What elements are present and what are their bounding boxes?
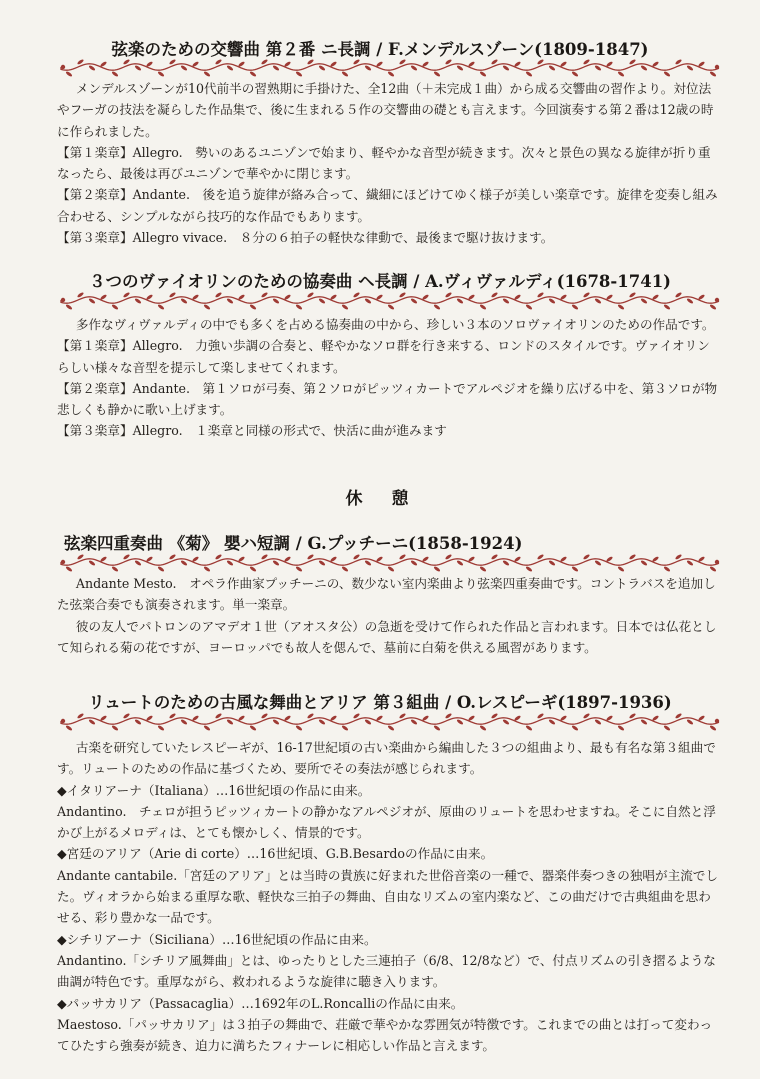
movement-heading-passacaglia: ◆パッサカリア（Passacaglia）…1692年のL.Roncalliの作品に由来。 <box>57 995 464 1011</box>
intermission-heading: 休 憩 <box>345 489 415 509</box>
movement-1-text: 【第１楽章】Allegro. 力強い歩調の合奏と、軽やかなソロ群を行き来する、ロンドのスタイルです。ヴァイオリンらしい様々な音型を提示して楽しませてくれます。 <box>57 338 710 375</box>
notes-mendelssohn <box>57 78 721 248</box>
piece-title-puccini: 弦楽四重奏曲 《菊》 嬰ハ短調 / G.プッチーニ(1858-1924) <box>64 534 523 553</box>
movement-text-arie: Andante cantabile.「宮廷のアリア」とは当時の貴族に好まれた世俗音楽の一種で、器楽伴奏つきの独唱が主流でした。ヴィオラから始まる重厚な歌、軽快な三拍子の舞曲、自由なリズムの室内楽など、この曲だけで古典組曲を思わせる、彩り豊かな一品です。 <box>57 867 718 926</box>
movement-1-text: 【第１楽章】Allegro. 勢いのあるユニゾンで始まり、軽やかな音型が続きます。次々と景色の異なる旋律が折り重なったら、最後は再びユニゾンで華やかに閉じます。 <box>57 144 711 182</box>
piece-title-respighi: リュートのための古風な舞曲とアリア 第３組曲 / O.レスピーギ(1897-1936) <box>88 693 672 712</box>
piece-title-vivaldi: ３つのヴァイオリンのための協奏曲 ヘ長調 / A.ヴィヴァルディ(1678-1741) <box>89 272 671 291</box>
intro-paragraph: 古楽を研究していたレスピーギが、16-17世紀頃の古い楽曲から編曲した３つの組曲より、最も有名な第３組曲です。リュートのための作品に基づくため、要所でその奏法が感じられます。 <box>57 740 716 777</box>
vine-divider-icon <box>55 56 725 78</box>
vine-divider-icon <box>55 551 725 573</box>
notes-puccini <box>57 573 721 658</box>
movement-2-text: 【第２楽章】Andante. 後を追う旋律が絡み合って、繊細にほどけてゆく様子が美しい楽章です。旋律を変奏し組み合わせる、シンプルながら技巧的な作品でもあります。 <box>57 187 718 224</box>
vine-divider-icon <box>55 710 725 732</box>
movement-2-text: 【第２楽章】Andante. 第１ソロが弓奏、第２ソロがピッツィカートでアルペジオを繰り広げる中を、第３ソロが物悲しくも静かに歌い上げます。 <box>57 380 718 418</box>
movement-text-siciliana: Andantino.「シチリア風舞曲」とは、ゆったりとした三連拍子（6/8、12/8など）で、付点リズムの引き摺るような曲調が特色です。重厚ながら、救われるような旋律に聴き入ります。 <box>57 952 716 990</box>
movement-text-italiana: Andantino. チェロが担うピッツィカートの静かなアルペジオが、原曲のリュートを思わせますね。そこに自然と浮かび上がるメロディは、とても懐かしく、情景的です。 <box>57 803 716 841</box>
movement-heading-arie: ◆宮廷のアリア（Arie di corte）…16世紀頃、G.B.Besardoの作品に由来。 <box>57 846 494 862</box>
intro-paragraph: メンデルスゾーンが10代前半の習熟期に手掛けた、全12曲（＋未完成１曲）から成る交響曲の習作より。対位法やフーガの技法を凝らした作品集で、後に生まれる５作の交響曲の礎とも言えます。今回演奏する第２番は12歳の時に作られました。 <box>57 81 714 139</box>
vine-divider-icon <box>55 289 725 311</box>
movement-text-passacaglia: Maestoso.「パッサカリア」は３拍子の舞曲で、荘厳で華やかな雰囲気が特徴です。これまでの曲とは打って変わってひたすら強奏が続き、迫力に満ちたフィナーレに相応しい作品と言えます。 <box>57 1016 713 1054</box>
movement-heading-italiana: ◆イタリアーナ（Italiana）…16世紀頃の作品に由来。 <box>57 782 371 798</box>
notes-respighi <box>57 737 721 1056</box>
background-paragraph: 彼の友人でパトロンのアマデオ１世（アオスタ公）の急逝を受けて作られた作品と言われます。日本では仏花として知られる菊の花ですが、ヨーロッパでも故人を偲んで、墓前に白菊を供える風習があります。 <box>57 618 717 655</box>
movement-3-text: 【第３楽章】Allegro. １楽章と同様の形式で、快活に曲が進みます <box>57 423 447 439</box>
movement-3-text: 【第３楽章】Allegro vivace. ８分の６拍子の軽快な律動で、最後まで駆け抜けます。 <box>57 230 554 246</box>
intro-paragraph: 多作なヴィヴァルディの中でも多くを占める協奏曲の中から、珍しい３本のソロヴァイオリンのための作品です。 <box>75 317 715 332</box>
notes-vivaldi <box>57 314 721 442</box>
piece-title-mendelssohn: 弦楽のための交響曲 第２番 ニ長調 / F.メンデルスゾーン(1809-1847) <box>111 40 649 59</box>
movement-heading-siciliana: ◆シチリアーナ（Siciliana）…16世紀頃の作品に由来。 <box>57 931 377 947</box>
intro-paragraph: Andante Mesto. オペラ作曲家プッチーニの、数少ない室内楽曲より弦楽四重奏曲です。コントラバスを追加した弦楽合奏でも演奏されます。単一楽章。 <box>57 576 716 613</box>
